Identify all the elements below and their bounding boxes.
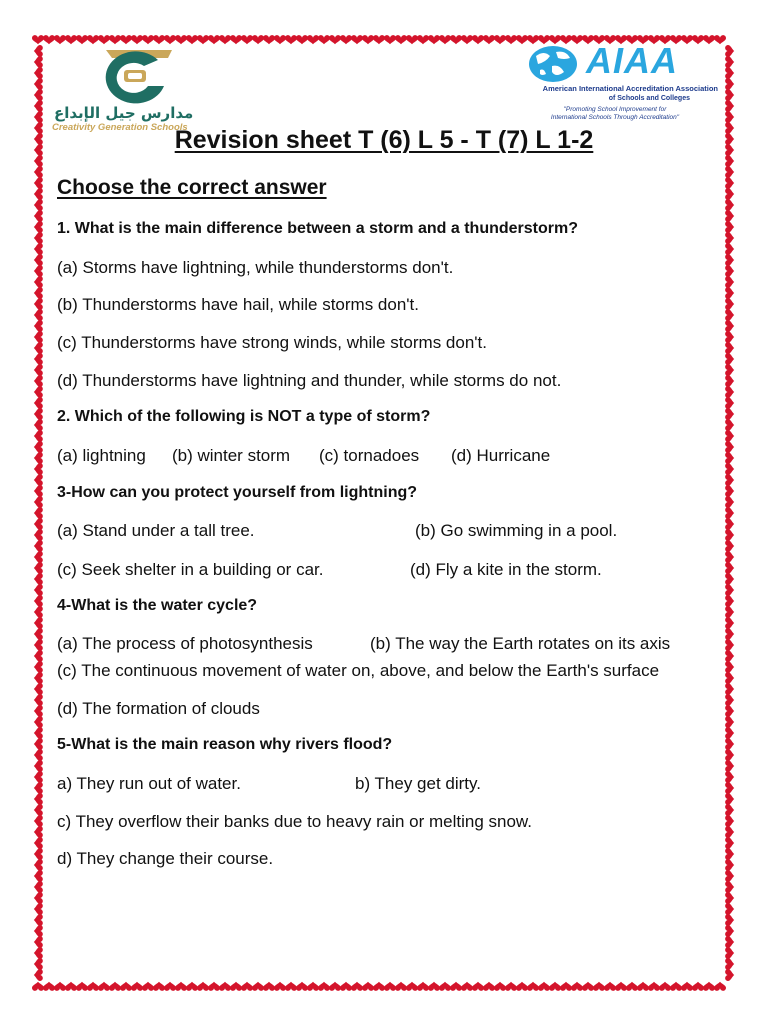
page-title: Revision sheet T (6) L 5 - T (7) L 1-2 [174, 126, 594, 154]
aiaa-subline: of Schools and Colleges [608, 95, 690, 102]
creativity-generation-logo [50, 46, 220, 138]
aiaa-slogan-line2: International Schools Through Accreditation" [550, 114, 680, 121]
question-1-option-c: (c) Thunderstorms have strong winds, while storms don't. [57, 333, 487, 352]
question-1-option-b: (b) Thunderstorms have hail, while storms don't. [57, 295, 419, 314]
question-3-option-c: (c) Seek shelter in a building or car. [57, 560, 324, 579]
section-heading: Choose the correct answer [57, 176, 327, 199]
question-5: 5-What is the main reason why rivers flood? [57, 736, 393, 753]
school-name-english: Creativity Generation Schools [52, 122, 188, 133]
aiaa-association-name: American International Accreditation Association [542, 84, 718, 93]
question-2-option-d: (d) Hurricane [451, 446, 551, 465]
globe-icon [526, 44, 580, 84]
question-3-option-a: (a) Stand under a tall tree. [57, 521, 255, 540]
question-2-option-c: (c) tornadoes [319, 446, 420, 465]
question-4: 4-What is the water cycle? [57, 597, 258, 614]
school-name-arabic: مدارس جيل الإبداع [54, 104, 194, 122]
aiaa-slogan-line1: "Promoting School Improvement for [563, 106, 667, 113]
question-3-option-d: (d) Fly a kite in the storm. [410, 560, 602, 579]
question-5-option-d: d) They change their course. [57, 849, 274, 868]
question-3: 3-How can you protect yourself from lightning? [57, 484, 418, 501]
question-3-option-b: (b) Go swimming in a pool. [415, 521, 618, 540]
question-5-option-b: b) They get dirty. [355, 774, 481, 793]
question-2-option-b: (b) winter storm [172, 446, 291, 465]
school-emblem-icon [86, 46, 180, 104]
question-2-option-a: (a) lightning [57, 446, 146, 465]
question-4-option-d: (d) The formation of clouds [57, 699, 260, 718]
question-4-option-a: (a) The process of photosynthesis [57, 634, 313, 653]
aiaa-logo [522, 40, 718, 132]
aiaa-slogan [522, 106, 708, 122]
question-4-option-c: (c) The continuous movement of water on, above, and below the Earth's surface [57, 661, 660, 680]
question-2: 2. Which of the following is NOT a type of storm? [57, 408, 431, 425]
question-1-option-a: (a) Storms have lightning, while thunderstorms don't. [57, 258, 454, 277]
aiaa-brand: AIAA [586, 40, 678, 81]
question-5-option-c: c) They overflow their banks due to heavy rain or melting snow. [57, 812, 532, 831]
question-1-option-d: (d) Thunderstorms have lightning and thunder, while storms do not. [57, 371, 562, 390]
question-1: 1. What is the main difference between a storm and a thunderstorm? [57, 220, 578, 237]
question-4-option-b: (b) The way the Earth rotates on its axis [370, 634, 671, 653]
question-5-option-a: a) They run out of water. [57, 774, 241, 793]
